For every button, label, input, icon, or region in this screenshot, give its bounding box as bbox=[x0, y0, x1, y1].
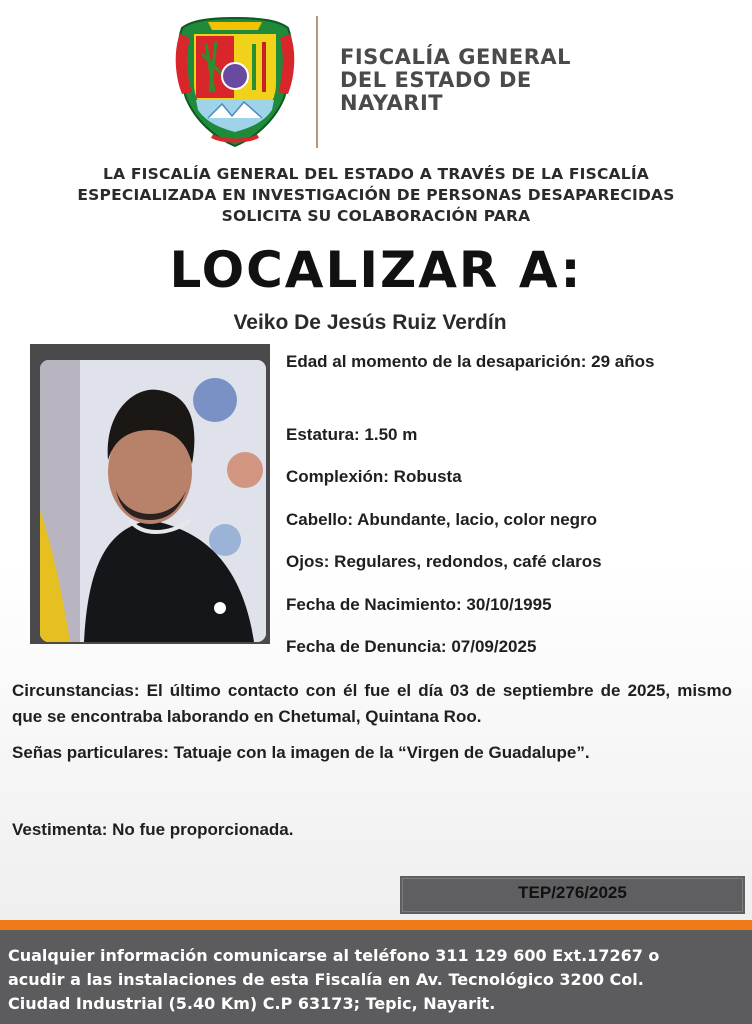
person-photo-image bbox=[40, 360, 266, 642]
org-line-3: NAYARIT bbox=[340, 91, 444, 115]
detail-age: Edad al momento de la desaparición: 29 años bbox=[286, 352, 655, 371]
circumstances-text: Circunstancias: El último contacto con él fue el día 03 de septiembre de 2025, mismo que se encontraba laborando en Chetumal, Quintana Roo. bbox=[12, 681, 732, 726]
detail-eyes: Ojos: Regulares, redondos, café claros bbox=[286, 552, 602, 571]
organization-name bbox=[340, 46, 571, 115]
headline: LOCALIZAR A: bbox=[169, 241, 583, 299]
header-divider bbox=[316, 16, 318, 148]
intro-text bbox=[0, 164, 752, 227]
org-line-2: DEL ESTADO DE bbox=[340, 68, 532, 92]
org-line-1: FISCALÍA GENERAL bbox=[340, 45, 572, 69]
accent-bar bbox=[0, 920, 752, 930]
contact-line-3: Ciudad Industrial (5.40 Km) C.P 63173; Tepic, Nayarit. bbox=[8, 994, 496, 1013]
detail-report-date: Fecha de Denuncia: 07/09/2025 bbox=[286, 637, 537, 656]
case-number-box bbox=[400, 876, 745, 914]
person-photo bbox=[40, 360, 266, 642]
contact-line-1: Cualquier información comunicarse al teléfono 311 129 600 Ext.17267 o bbox=[8, 946, 660, 965]
case-number: TEP/276/2025 bbox=[518, 883, 627, 902]
detail-build: Complexión: Robusta bbox=[286, 467, 462, 486]
contact-line-2: acudir a las instalaciones de esta Fiscalía en Av. Tecnológico 3200 Col. bbox=[8, 970, 644, 989]
nayarit-coat-of-arms-icon bbox=[172, 14, 298, 150]
contact-info bbox=[8, 944, 744, 1016]
intro-line-1: LA FISCALÍA GENERAL DEL ESTADO A TRAVÉS DE LA FISCALÍA bbox=[103, 165, 649, 183]
clothing-text: Vestimenta: No fue proporcionada. bbox=[12, 820, 294, 839]
header bbox=[0, 0, 752, 160]
intro-line-2: ESPECIALIZADA EN INVESTIGACIÓN DE PERSONAS DESAPARECIDAS bbox=[77, 186, 675, 204]
detail-birth-date: Fecha de Nacimiento: 30/10/1995 bbox=[286, 595, 552, 614]
detail-hair: Cabello: Abundante, lacio, color negro bbox=[286, 510, 598, 529]
footer bbox=[0, 930, 752, 1024]
intro-line-3: SOLICITA SU COLABORACIÓN PARA bbox=[221, 207, 531, 225]
detail-height: Estatura: 1.50 m bbox=[286, 425, 418, 444]
distinguishing-marks-text: Señas particulares: Tatuaje con la imagen de la “Virgen de Guadalupe”. bbox=[12, 743, 590, 762]
person-name: Veiko De Jesús Ruiz Verdín bbox=[233, 311, 507, 334]
